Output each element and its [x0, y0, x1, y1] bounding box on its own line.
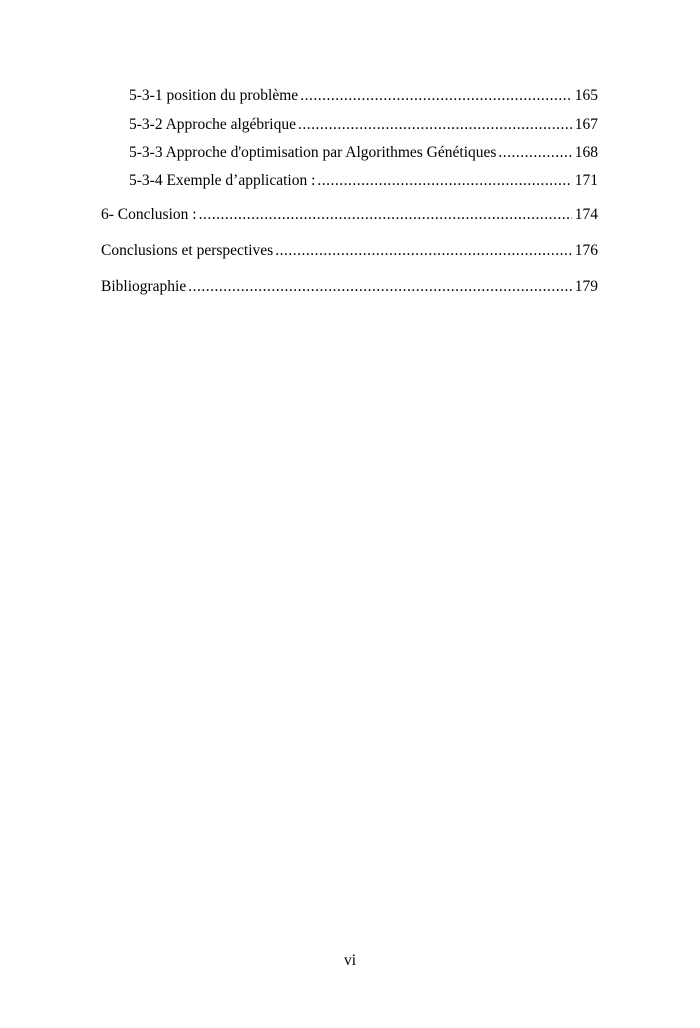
- toc-entry-page: 174: [574, 206, 598, 223]
- dot-leader: [317, 171, 571, 191]
- toc-entry-page: 179: [574, 278, 598, 295]
- toc-entry-5-3-2[interactable]: [129, 115, 598, 135]
- toc-entry-title: Bibliographie: [101, 278, 187, 295]
- dot-leader: [275, 241, 572, 261]
- toc-entry-conclusion[interactable]: [101, 205, 598, 225]
- toc-entry-page: 167: [574, 116, 598, 133]
- toc-entry-title: 5-3-2 Approche algébrique: [129, 116, 296, 133]
- toc-entry-page: 176: [574, 242, 598, 259]
- toc-entry-title: 5-3-3 Approche d'optimisation par Algorithmes Génétiques: [129, 144, 497, 161]
- dot-leader: [298, 115, 572, 135]
- toc-entry-conclusions-perspectives[interactable]: [101, 241, 598, 261]
- dot-leader: [498, 143, 571, 163]
- toc-entry-page: 171: [574, 172, 598, 189]
- page-number: vi: [343, 952, 357, 969]
- dot-leader: [300, 86, 572, 106]
- toc-entry-5-3-1[interactable]: [129, 86, 598, 106]
- toc-entry-title: 6- Conclusion :: [101, 206, 197, 223]
- toc-entry-title: 5-3-1 position du problème: [129, 87, 299, 104]
- dot-leader: [188, 277, 572, 297]
- toc-entry-title: Conclusions et perspectives: [101, 242, 274, 259]
- toc-entry-page: 165: [574, 87, 598, 104]
- toc-entry-bibliographie[interactable]: [101, 277, 598, 297]
- toc-entry-page: 168: [574, 144, 598, 161]
- toc-entry-5-3-3[interactable]: [129, 143, 598, 163]
- toc-entry-title: 5-3-4 Exemple d’application :: [129, 172, 316, 189]
- toc-entry-5-3-4[interactable]: [129, 171, 598, 191]
- dot-leader: [199, 205, 572, 225]
